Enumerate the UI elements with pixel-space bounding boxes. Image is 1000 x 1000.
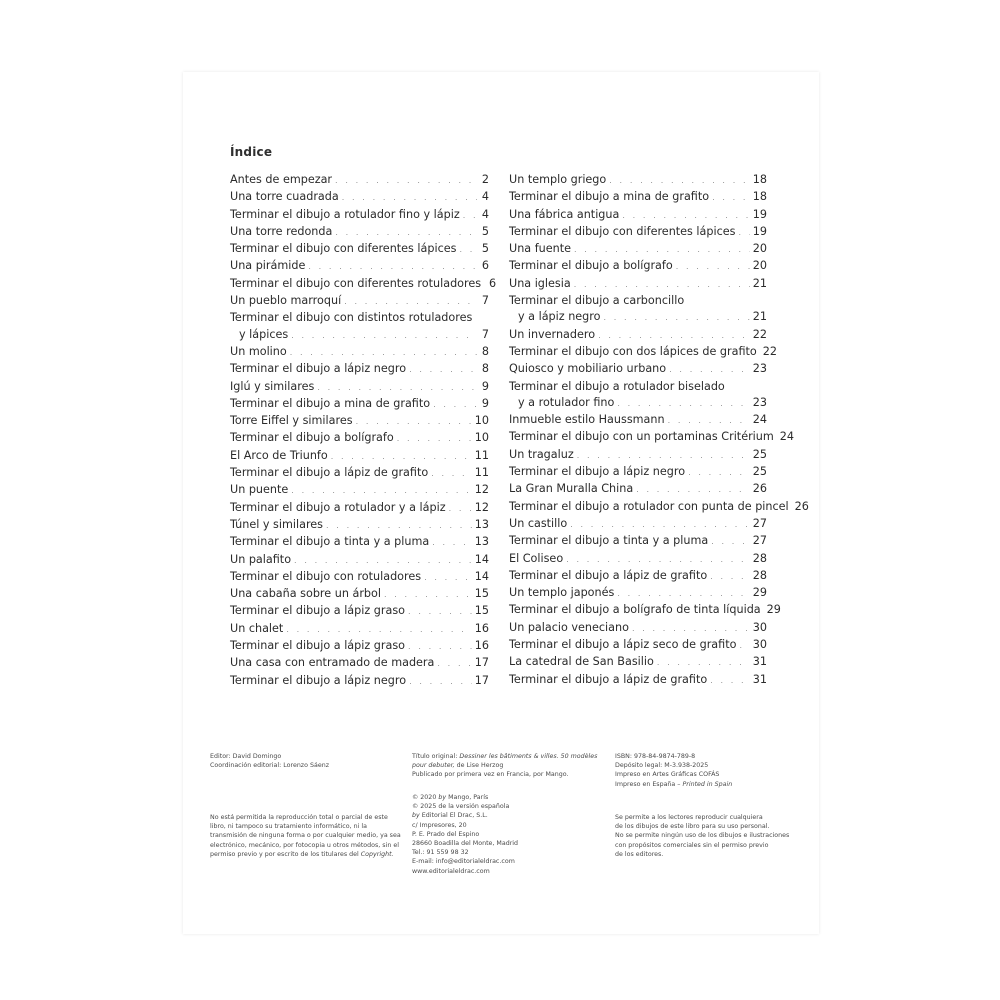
original-title: Dessiner les bâtiments & villes. 50 modèles (459, 753, 598, 760)
toc-entry-page: 30 (752, 638, 767, 652)
toc-entry (230, 276, 497, 293)
toc-entry-title: Una torre redonda (230, 224, 333, 238)
toc-entry (230, 207, 489, 224)
toc-dot-leader (669, 362, 750, 378)
toc-entry-page: 19 (752, 224, 767, 238)
toc-entry-title: Un invernadero (509, 327, 596, 341)
toc-entry-title: Un tragaluz (509, 447, 574, 461)
toc-column-left (230, 172, 497, 690)
toc-entry (509, 551, 767, 568)
toc-entry (230, 172, 489, 189)
toc-entry-title: Inmueble estilo Haussmann (509, 413, 665, 427)
toc-entry-title: Un templo griego (509, 173, 607, 186)
toc-entry-title: Un chalet (230, 621, 284, 635)
coordination-credit: Coordinación editorial: Lorenzo Sáenz (210, 762, 329, 770)
publisher-name: Editorial El Drac, S.L. (421, 812, 488, 820)
toc-dot-leader (286, 622, 471, 638)
toc-dot-leader (433, 397, 477, 413)
credits-editorial (210, 752, 329, 770)
toc-entry-title: Terminar el dibujo a mina de grafito (509, 190, 710, 204)
phone: Tel.: 91 559 98 32 (412, 849, 469, 857)
toc-entry-page: 7 (481, 294, 489, 308)
copyright-original-by: by (438, 794, 447, 801)
toc-entry-page: 8 (481, 362, 489, 376)
toc-entry-title: Terminar el dibujo a rotulador con punta de pincel (509, 499, 789, 513)
isbn: ISBN: 978-84-9874-789-8 (615, 753, 696, 760)
toc-entry (509, 224, 767, 241)
original-author: de Lise Herzog (456, 762, 504, 770)
toc-entry (509, 207, 767, 224)
toc-entry-page: 21 (752, 276, 767, 290)
toc-dot-leader (326, 518, 472, 534)
toc-entry-page: 11 (474, 466, 489, 480)
toc-entry-page: 20 (752, 242, 767, 256)
toc-dot-leader (449, 501, 472, 517)
toc-entry-title: Terminar el dibujo con un portaminas Critérium (509, 430, 774, 444)
toc-entry-title: Terminar el dibujo a bolígrafo (509, 259, 673, 273)
toc-entry (230, 465, 489, 482)
legal-deposit: Depósito legal: M-3.938-2025 (615, 762, 709, 770)
toc-entry-page: 12 (474, 483, 489, 497)
publisher-block (412, 793, 518, 876)
toc-entry (509, 258, 767, 275)
toc-entry-title: Terminar el dibujo a tinta y a pluma (509, 534, 709, 548)
toc-dot-leader (335, 225, 477, 241)
toc-entry-title: y a rotulador fino (518, 395, 615, 409)
toc-entry-title: Terminar el dibujo con rotuladores (230, 569, 422, 583)
toc-entry-title: Terminar el dibujo a lápiz negro (509, 465, 686, 479)
toc-entry (509, 516, 767, 533)
toc-entry (230, 638, 489, 655)
toc-entry-page: 23 (752, 362, 767, 376)
toc-entry (509, 172, 767, 189)
printed-spain-en: Printed in Spain (682, 780, 733, 788)
toc-dot-leader (566, 552, 750, 568)
toc-entry-title: La catedral de San Basilio (509, 655, 654, 669)
toc-dot-leader (384, 587, 472, 603)
permission-line-2: de los dibujos de este libro para su uso personal. (615, 823, 770, 831)
toc-entry-page: 24 (779, 430, 795, 444)
toc-entry-page: 22 (762, 344, 777, 358)
toc-entry-page: 25 (752, 465, 767, 479)
toc-entry-title: Terminar el dibujo a carboncillo (509, 294, 685, 308)
toc-entry-page: 21 (752, 310, 767, 324)
toc-entry-page: 16 (474, 639, 489, 653)
toc-dot-leader (432, 535, 472, 551)
toc-dot-leader (431, 466, 472, 482)
toc-entry (509, 637, 767, 654)
toc-entry (509, 499, 809, 516)
toc-entry (509, 464, 767, 481)
toc-entry (230, 569, 489, 586)
toc-entry-title: Un puente (230, 483, 289, 497)
toc-entry-title: Terminar el dibujo a rotulador y a lápiz (230, 500, 446, 514)
toc-entry (230, 293, 489, 310)
toc-dot-leader (409, 674, 472, 690)
printer: Impreso en Artes Gráficas COFÁS (615, 771, 720, 779)
toc-entry-page: 14 (474, 569, 489, 583)
toc-entry-title: Una cabaña sobre un árbol (230, 587, 381, 601)
toc-entry-title: Terminar el dibujo a lápiz negro (230, 362, 407, 376)
toc-entry (509, 654, 767, 671)
toc-entry (509, 481, 767, 498)
toc-entry-page: 9 (481, 396, 489, 410)
toc-entry-page: 28 (752, 551, 767, 565)
toc-entry-title: Terminar el dibujo con diferentes lápices (230, 242, 457, 256)
toc-entry (509, 412, 767, 429)
toc-dot-leader (577, 448, 750, 464)
toc-dot-leader (408, 604, 472, 620)
toc-entry-page: 14 (474, 552, 489, 566)
toc-entry-page: 7 (481, 327, 489, 341)
toc-dot-leader (710, 673, 750, 689)
toc-entry-title: y a lápiz negro (518, 310, 601, 324)
toc-entry-page: 24 (752, 413, 767, 427)
publisher-by: by (412, 812, 420, 820)
toc-entry-title: y lápices (239, 327, 289, 341)
toc-dot-leader (408, 639, 472, 655)
permission-line-1: Se permite a los lectores reproducir cualquiera (615, 814, 763, 821)
toc-dot-leader (344, 294, 477, 310)
toc-entry-title: Terminar el dibujo a lápiz de grafito (509, 672, 708, 686)
toc-entry-page: 10 (474, 414, 489, 428)
toc-entry (230, 655, 489, 672)
toc-entry (509, 672, 767, 689)
toc-entry-title: Iglú y similares (230, 379, 315, 393)
toc-entry-title: Terminar el dibujo a mina de grafito (230, 396, 431, 410)
toc-entry-page: 13 (474, 535, 489, 549)
toc-dot-leader (463, 208, 477, 224)
toc-entry (509, 395, 767, 412)
toc-entry-page: 28 (752, 568, 767, 582)
toc-entry-title: Terminar el dibujo con diferentes lápices (509, 224, 736, 238)
toc-entry (230, 327, 489, 344)
toc-entry-title: Una iglesia (509, 276, 571, 290)
toc-entry (230, 586, 489, 603)
toc-entry (509, 276, 767, 293)
toc-dot-leader (711, 534, 750, 550)
toc-entry-title: Terminar el dibujo a lápiz de grafito (509, 568, 708, 582)
toc-dot-leader (290, 345, 477, 361)
toc-entry-page: 29 (752, 586, 767, 600)
copyright-spanish: © 2025 de la versión española (412, 803, 510, 811)
toc-entry (509, 189, 767, 206)
copyright-original-holder: Mango, París (448, 794, 489, 801)
address-line-1: c/ Impresores, 20 (412, 821, 467, 829)
toc-dot-leader (617, 586, 749, 602)
permission-block (615, 813, 789, 859)
toc-entry (230, 379, 489, 396)
toc-entry-page: 26 (794, 499, 809, 513)
toc-entry-page: 2 (481, 173, 489, 186)
toc-entry (230, 430, 489, 447)
toc-entry-page: 15 (474, 604, 489, 618)
toc-entry (230, 482, 489, 499)
toc-entry-title: Terminar el dibujo a bolígrafo de tinta líquida (509, 603, 761, 617)
toc-entry-page: 10 (474, 431, 489, 445)
toc-dot-leader (335, 173, 477, 189)
toc-entry-title: Un palacio veneciano (509, 620, 629, 634)
toc-dot-leader (409, 362, 477, 378)
toc-entry-title: Un molino (230, 344, 287, 358)
original-title-block (412, 752, 597, 780)
toc-dot-leader (308, 259, 477, 275)
address-line-2: P. E. Prado del Espino (412, 830, 480, 838)
toc-dot-leader (397, 431, 472, 447)
toc-column-right (509, 172, 809, 689)
toc-dot-leader (657, 655, 750, 671)
toc-entry (230, 189, 489, 206)
toc-entry-page: 27 (752, 516, 767, 530)
toc-entry-page: 17 (474, 656, 489, 670)
toc-entry-page: 4 (481, 207, 489, 221)
toc-entry (509, 568, 767, 585)
toc-entry-page: 17 (474, 673, 489, 687)
toc-entry (230, 552, 489, 569)
toc-entry (509, 620, 767, 637)
toc-entry (230, 673, 489, 690)
toc-entry-page: 6 (488, 276, 497, 290)
toc-entry-page: 26 (752, 482, 767, 496)
toc-entry-page: 29 (766, 603, 781, 617)
toc-entry-page: 15 (474, 587, 489, 601)
toc-entry (230, 448, 489, 465)
first-published: Publicado por primera vez en Francia, por Mango. (412, 771, 569, 779)
toc-dot-leader (317, 380, 477, 396)
toc-entry (509, 344, 777, 361)
address-line-3: 28660 Boadilla del Monte, Madrid (412, 840, 519, 848)
toc-entry-title: Terminar el dibujo a rotulador biselado (509, 379, 725, 393)
permission-line-4: con propósitos comerciales sin el permiso previo (615, 841, 769, 849)
toc-entry (509, 361, 767, 378)
toc-entry-page: 30 (752, 620, 767, 634)
toc-entry-title: Una casa con entramado de madera (230, 656, 435, 670)
toc-entry-title: Una fuente (509, 242, 571, 256)
toc-dot-leader (603, 310, 749, 326)
toc-entry-page: 6 (481, 259, 489, 273)
toc-entry (230, 361, 489, 378)
toc-dot-leader (574, 242, 750, 258)
toc-entry-title: Túnel y similares (230, 517, 324, 531)
toc-dot-leader (331, 449, 472, 465)
toc-entry-title: El Coliseo (509, 551, 564, 565)
toc-entry-title: Terminar el dibujo con diferentes rotuladores (230, 276, 482, 290)
toc-entry (230, 241, 489, 258)
toc-entry-title: Terminar el dibujo a lápiz graso (230, 639, 406, 653)
toc-entry (230, 344, 489, 361)
toc-entry-title: Antes de empezar (230, 173, 333, 186)
toc-entry-title: Torre Eiffel y similares (230, 414, 353, 428)
toc-entry-page: 11 (474, 448, 489, 462)
toc-entry-page: 12 (474, 500, 489, 514)
toc-entry-page: 19 (752, 207, 767, 221)
toc-entry-title: Terminar el dibujo a rotulador fino y lápiz (230, 207, 460, 221)
toc-entry-title: Terminar el dibujo con distintos rotuladores (230, 311, 473, 325)
rights-notice (210, 813, 405, 859)
toc-entry-page: 25 (752, 447, 767, 461)
toc-entry (509, 429, 795, 446)
toc-dot-leader (636, 482, 750, 498)
toc-entry (509, 602, 781, 619)
toc-entry (230, 603, 489, 620)
toc-dot-leader (291, 483, 471, 499)
toc-entry-title: Una pirámide (230, 259, 306, 273)
toc-entry-title: Un templo japonés (509, 586, 615, 600)
toc-entry-page: 13 (474, 517, 489, 531)
toc-entry (509, 585, 767, 602)
toc-entry-title: Una fábrica antigua (509, 207, 620, 221)
toc-entry-title: Quiosco y mobiliario urbano (509, 362, 667, 376)
email: E-mail: info@editorialeldrac.com (412, 858, 515, 866)
toc-dot-leader (688, 465, 750, 481)
copyright-word: Copyright. (360, 850, 394, 858)
toc-dot-leader (291, 328, 477, 344)
toc-entry (509, 447, 767, 464)
toc-entry (230, 258, 489, 275)
toc-entry (230, 413, 489, 430)
toc-entry-title: Un pueblo marroquí (230, 294, 342, 308)
toc-entry-title: El Arco de Triunfo (230, 448, 328, 462)
toc-dot-leader (342, 190, 477, 206)
toc-dot-leader (609, 173, 749, 189)
toc-entry-page: 9 (481, 379, 489, 393)
original-title-label: Título original: (412, 753, 458, 760)
toc-entry (509, 241, 767, 258)
original-title-cont: pour debuter, (412, 762, 455, 770)
toc-entry-page: 4 (481, 190, 489, 204)
permission-line-3: No se permite ningún uso de los dibujos e ilustraciones (615, 832, 790, 840)
toc-dot-leader (739, 638, 749, 654)
toc-dot-leader (622, 208, 749, 224)
permission-line-5: de los editores. (615, 850, 664, 858)
toc-entry-title: Un palafito (230, 552, 292, 566)
toc-entry (509, 533, 767, 550)
toc-entry (230, 396, 489, 413)
toc-entry (230, 500, 489, 517)
toc-entry-title: Terminar el dibujo con dos lápices de grafito (509, 344, 757, 358)
toc-entry (509, 327, 767, 344)
toc-entry (230, 534, 489, 551)
toc-entry-title: Terminar el dibujo a lápiz de grafito (230, 466, 429, 480)
toc-entry-title: Terminar el dibujo a tinta y a pluma (230, 535, 430, 549)
printed-spain-es: Impreso en España – (615, 780, 681, 788)
toc-entry (230, 224, 489, 241)
toc-entry-page: 16 (474, 621, 489, 635)
toc-dot-leader (570, 517, 750, 533)
toc-entry-page: 23 (752, 395, 767, 409)
toc-entry-page: 5 (481, 224, 489, 238)
toc-dot-leader (356, 414, 472, 430)
toc-dot-leader (738, 225, 749, 241)
toc-entry-title: Terminar el dibujo a lápiz negro (230, 673, 407, 687)
editor-credit: Editor: David Domingo (210, 753, 282, 760)
toc-entry-title: Terminar el dibujo a bolígrafo (230, 431, 394, 445)
toc-entry-page: 20 (752, 259, 767, 273)
toc-dot-leader (424, 570, 472, 586)
toc-dot-leader (459, 242, 477, 258)
toc-dot-leader (676, 259, 750, 275)
toc-entry-page: 18 (752, 190, 767, 204)
toc-dot-leader (574, 277, 750, 293)
toc-entry-page: 22 (752, 327, 767, 341)
rights-notice-text: No está permitida la reproducción total o parcial de este libro, ni tampoco su tratamiento informático, ni la transmisión de ninguna forma o por cualquier medio, ya sea electrónico, mecánico, por fotocopia u otros métodos, sin el permiso previo y por escrito de los titulares del (210, 814, 401, 858)
isbn-block (615, 752, 732, 789)
toc-dot-leader (710, 569, 750, 585)
toc-dot-leader (632, 621, 750, 637)
toc-entry-title: Un castillo (509, 516, 568, 530)
toc-entry-page: 31 (752, 655, 767, 669)
toc-entry-title: Terminar el dibujo a lápiz graso (230, 604, 406, 618)
toc-dot-leader (437, 656, 471, 672)
toc-entry (230, 310, 489, 326)
copyright-original-year: © 2020 (412, 794, 437, 801)
toc-dot-leader (668, 413, 750, 429)
toc-dot-leader (712, 190, 750, 206)
page-title: Índice (230, 145, 273, 159)
toc-entry-title: Una torre cuadrada (230, 190, 339, 204)
toc-entry (509, 379, 767, 395)
toc-entry (230, 621, 489, 638)
toc-entry-page: 27 (752, 534, 767, 548)
toc-entry (509, 309, 767, 326)
toc-dot-leader (598, 328, 750, 344)
website: www.editorialeldrac.com (412, 867, 490, 875)
toc-entry-page: 8 (481, 344, 489, 358)
toc-dot-leader (617, 396, 749, 412)
toc-dot-leader (294, 553, 472, 569)
toc-entry-page: 18 (752, 173, 767, 186)
toc-entry (509, 293, 767, 309)
toc-entry-page: 31 (752, 672, 767, 686)
toc-entry-page: 5 (481, 242, 489, 256)
toc-entry-title: Terminar el dibujo a lápiz seco de grafito (509, 638, 737, 652)
toc-entry-title: La Gran Muralla China (509, 482, 634, 496)
toc-entry (230, 517, 489, 534)
